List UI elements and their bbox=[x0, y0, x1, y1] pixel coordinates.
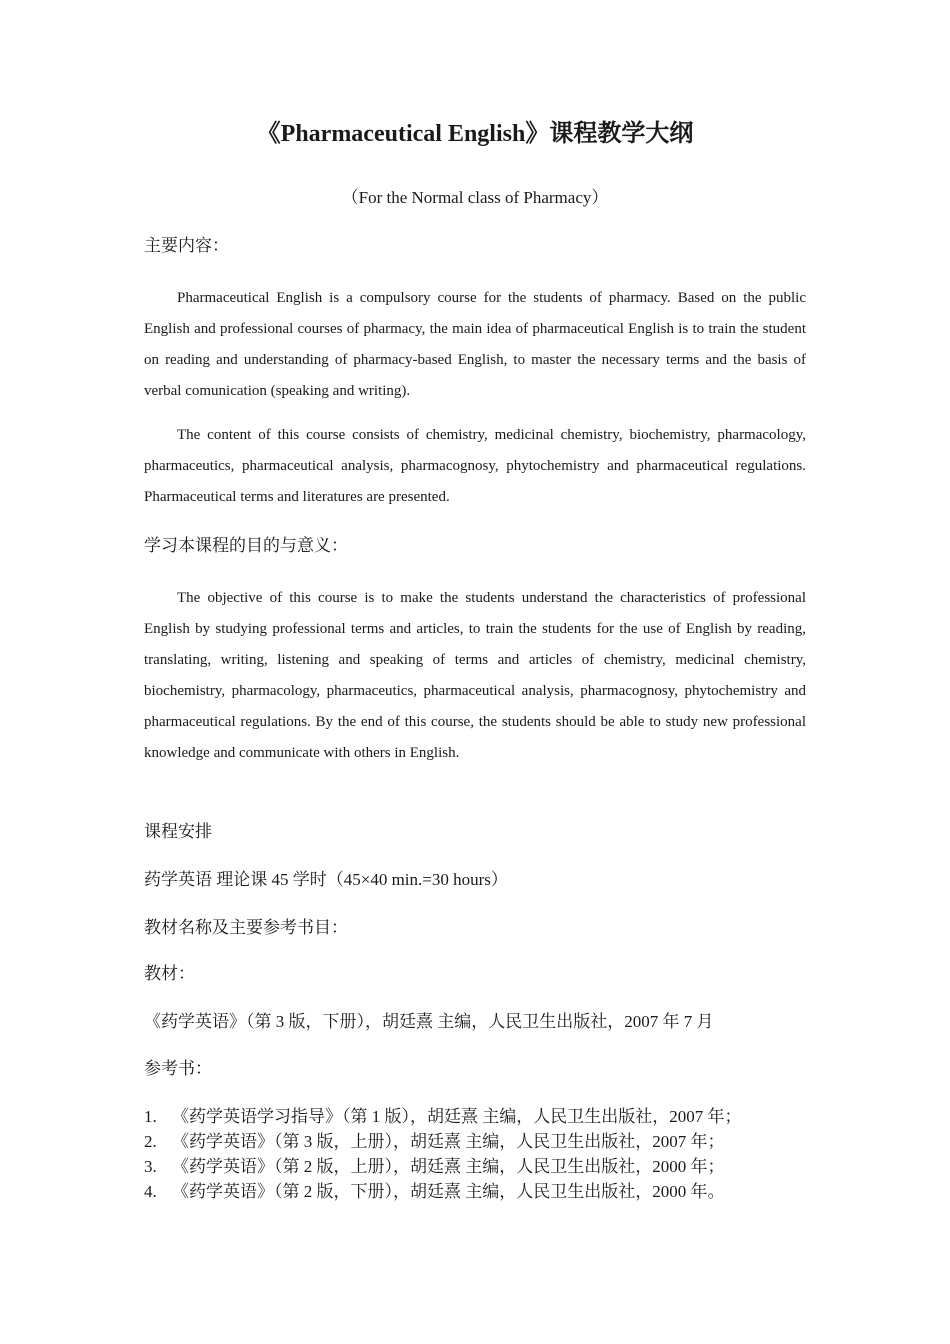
references-heading: 参考书： bbox=[144, 1059, 212, 1078]
reference-item bbox=[144, 1129, 824, 1154]
reference-item bbox=[144, 1104, 824, 1129]
main-content-paragraph-1: Pharmaceutical English is a compulsory course for the students of pharmacy. Based on the public English and professional courses of pharmacy, the main idea of pharmaceutical English is to train the student on reading and understanding of pharmacy-based English, to master the necessary terms and the basis of verbal comunication (speaking and writing). bbox=[144, 290, 806, 399]
reference-number: 2. bbox=[144, 1132, 157, 1151]
textbook-line: 《药学英语》（第 3 版，下册），胡廷熹 主编，人民卫生出版社，2007 年 7 月 bbox=[144, 1012, 714, 1031]
document-subtitle: （For the Normal class of Pharmacy） bbox=[341, 188, 609, 207]
main-content-heading: 主要内容： bbox=[144, 236, 229, 255]
objective-heading: 学习本课程的目的与意义： bbox=[144, 536, 348, 555]
reference-text: 《药学英语》（第 3 版，上册），胡廷熹 主编，人民卫生出版社，2007 年； bbox=[172, 1132, 725, 1151]
schedule-line: 药学英语 理论课 45 学时（45×40 min.=30 hours） bbox=[144, 870, 508, 889]
reference-text: 《药学英语学习指导》（第 1 版），胡廷熹 主编，人民卫生出版社，2007 年； bbox=[172, 1107, 742, 1126]
reference-text: 《药学英语》（第 2 版，下册），胡廷熹 主编，人民卫生出版社，2000 年。 bbox=[172, 1182, 725, 1201]
document-title: 《Pharmaceutical English》课程教学大纲 bbox=[256, 121, 694, 147]
objective-paragraph: The objective of this course is to make the students understand the characteristics of professional English by studying professional terms and articles, to train the students for the use of English by reading, translating, writing, listening and speaking of terms and articles of chemistry, medicinal chemistry, biochemistry, pharmacology, pharmaceutics, pharmaceutical analysis, pharmacognosy, phytochemistry and pharmaceutical regulations. By the end of this course, the students should be able to study new professional knowledge and communicate with others in English. bbox=[144, 590, 806, 761]
reference-item bbox=[144, 1154, 824, 1179]
reference-item bbox=[144, 1179, 824, 1204]
reference-text: 《药学英语》（第 2 版，上册），胡廷熹 主编，人民卫生出版社，2000 年； bbox=[172, 1157, 725, 1176]
schedule-heading: 课程安排 bbox=[144, 822, 212, 841]
reference-number: 4. bbox=[144, 1182, 157, 1201]
reference-number: 3. bbox=[144, 1157, 157, 1176]
textbook-heading: 教材： bbox=[144, 964, 195, 983]
main-content-paragraph-2: The content of this course consists of chemistry, medicinal chemistry, biochemistry, pharmacology, pharmaceutics, pharmaceutical analysis, pharmacognosy, phytochemistry and pharmaceutical regulations. Pharmaceutical terms and literatures are presented. bbox=[144, 427, 806, 505]
materials-heading: 教材名称及主要参考书目： bbox=[144, 918, 348, 937]
reference-number: 1. bbox=[144, 1107, 157, 1126]
reference-list bbox=[144, 1104, 824, 1204]
